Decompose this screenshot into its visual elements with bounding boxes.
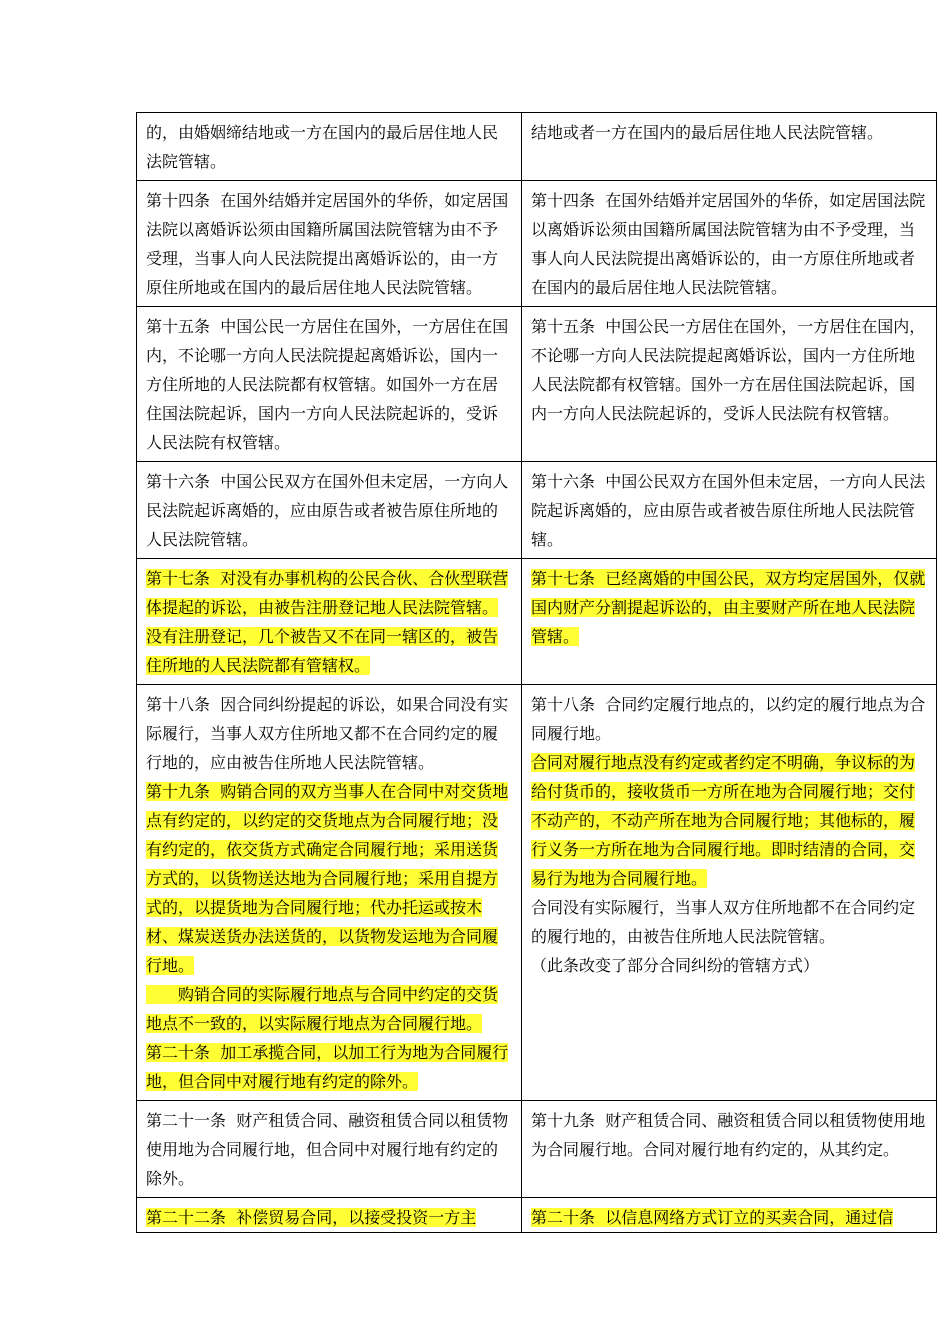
provision-paragraph bbox=[531, 312, 928, 428]
table-row bbox=[137, 307, 937, 462]
provision-text: 购销合同的实际履行地点与合同中约定的交货地点不一致的，以实际履行地点为合同履行地。 bbox=[146, 985, 499, 1033]
provision-text: 以信息网络方式订立的买卖合同，通过信 bbox=[605, 1208, 894, 1227]
provision-paragraph bbox=[531, 467, 928, 554]
provision-paragraph bbox=[531, 1203, 928, 1232]
provision-paragraph bbox=[146, 467, 513, 554]
table-row bbox=[137, 1101, 937, 1198]
article-number: 第十五条 bbox=[531, 317, 596, 336]
new-provision-cell bbox=[522, 462, 937, 559]
provision-paragraph bbox=[531, 564, 928, 651]
article-number: 第十八条 bbox=[531, 695, 596, 714]
provision-text: 加工承揽合同，以加工行为地为合同履行地，但合同中对履行地有约定的除外。 bbox=[146, 1043, 509, 1091]
provision-paragraph bbox=[531, 186, 928, 302]
provision-text: 财产租赁合同、融资租赁合同以租赁物使用地为合同履行地，但合同中对履行地有约定的除外。 bbox=[146, 1111, 509, 1188]
article-number: 第十八条 bbox=[146, 695, 211, 714]
article-number: 第十四条 bbox=[531, 191, 596, 210]
provision-paragraph bbox=[146, 312, 513, 457]
provision-paragraph bbox=[146, 777, 513, 980]
provision-text: 已经离婚的中国公民，双方均定居国外，仅就国内财产分割提起诉讼的，由主要财产所在地人民法院管辖。 bbox=[531, 569, 926, 646]
old-provision-cell bbox=[137, 685, 522, 1101]
provision-text: 合同没有实际履行，当事人双方住所地都不在合同约定的履行地的，由被告住所地人民法院管辖。 bbox=[531, 898, 916, 946]
old-provision-cell bbox=[137, 113, 522, 181]
new-provision-cell bbox=[522, 181, 937, 307]
provision-paragraph bbox=[146, 1203, 513, 1232]
provision-text: 财产租赁合同、融资租赁合同以租赁物使用地为合同履行地。合同对履行地有约定的，从其约定。 bbox=[531, 1111, 926, 1159]
table-row bbox=[137, 113, 937, 181]
provision-text: 的，由婚姻缔结地或一方在国内的最后居住地人民法院管辖。 bbox=[146, 123, 499, 171]
provision-paragraph bbox=[146, 118, 513, 176]
provision-text: 合同约定履行地点的，以约定的履行地点为合同履行地。 bbox=[531, 695, 926, 743]
new-provision-cell bbox=[522, 307, 937, 462]
provision-text: 中国公民一方居住在国外，一方居住在国内，不论哪一方向人民法院提起离婚诉讼，国内一方住所地的人民法院都有权管辖。如国外一方在居住国法院起诉，国内一方向人民法院起诉的，受诉人民法院有权管辖。 bbox=[146, 317, 509, 452]
article-number: 第二十二条 bbox=[146, 1208, 227, 1227]
article-number: 第二十条 bbox=[146, 1043, 211, 1062]
provision-paragraph bbox=[531, 1106, 928, 1164]
article-number: 第二十条 bbox=[531, 1208, 596, 1227]
table-row bbox=[137, 462, 937, 559]
old-provision-cell bbox=[137, 181, 522, 307]
article-number: 第十五条 bbox=[146, 317, 211, 336]
table-row bbox=[137, 181, 937, 307]
provision-text: 结地或者一方在国内的最后居住地人民法院管辖。 bbox=[531, 123, 884, 142]
provision-text: 对没有办事机构的公民合伙、合伙型联营体提起的诉讼，由被告注册登记地人民法院管辖。没有注册登记，几个被告又不在同一辖区的，被告住所地的人民法院都有管辖权。 bbox=[146, 569, 509, 675]
provision-text: 中国公民双方在国外但未定居，一方向人民法院起诉离婚的，应由原告或者被告原住所地人民法院管辖。 bbox=[531, 472, 926, 549]
provision-paragraph bbox=[531, 951, 928, 980]
new-provision-cell bbox=[522, 1101, 937, 1198]
provision-paragraph bbox=[531, 893, 928, 951]
comparison-table bbox=[136, 112, 937, 1233]
article-number: 第二十一条 bbox=[146, 1111, 227, 1130]
article-number: 第十七条 bbox=[531, 569, 596, 588]
comparison-table-body bbox=[137, 113, 937, 1233]
article-number: 第十九条 bbox=[531, 1111, 596, 1130]
table-row bbox=[137, 559, 937, 685]
provision-text: 在国外结婚并定居国外的华侨，如定居国法院以离婚诉讼须由国籍所属国法院管辖为由不予受理，当事人向人民法院提出离婚诉讼的，由一方原住所地或在国内的最后居住地人民法院管辖。 bbox=[146, 191, 509, 297]
old-provision-cell bbox=[137, 1198, 522, 1233]
provision-text: 购销合同的双方当事人在合同中对交货地点有约定的，以约定的交货地点为合同履行地；没有约定的，依交货方式确定合同履行地；采用送货方式的，以货物送达地为合同履行地；采用自提方式的，以提货地为合同履行地；代办托运或按木材、煤炭送货办法送货的，以货物发运地为合同履行地。 bbox=[146, 782, 509, 975]
provision-paragraph bbox=[531, 118, 928, 147]
provision-text: （此条改变了部分合同纠纷的管辖方式） bbox=[531, 956, 820, 975]
provision-paragraph bbox=[146, 980, 513, 1038]
provision-text: 中国公民一方居住在国外，一方居住在国内，不论哪一方向人民法院提起离婚诉讼，国内一方住所地人民法院都有权管辖。国外一方在居住国法院起诉，国内一方向人民法院起诉的，受诉人民法院有权管辖。 bbox=[531, 317, 926, 423]
old-provision-cell bbox=[137, 307, 522, 462]
old-provision-cell bbox=[137, 559, 522, 685]
provision-text: 合同对履行地点没有约定或者约定不明确，争议标的为给付货币的，接收货币一方所在地为合同履行地；交付不动产的，不动产所在地为合同履行地；其他标的，履行义务一方所在地为合同履行地。即时结清的合同，交易行为地为合同履行地。 bbox=[531, 753, 916, 888]
article-number: 第十六条 bbox=[146, 472, 211, 491]
article-number: 第十九条 bbox=[146, 782, 211, 801]
provision-text: 因合同纠纷提起的诉讼，如果合同没有实际履行，当事人双方住所地又都不在合同约定的履行地的，应由被告住所地人民法院管辖。 bbox=[146, 695, 509, 772]
provision-paragraph bbox=[146, 564, 513, 680]
new-provision-cell bbox=[522, 113, 937, 181]
old-provision-cell bbox=[137, 462, 522, 559]
provision-text: 补偿贸易合同，以接受投资一方主 bbox=[236, 1208, 477, 1227]
new-provision-cell bbox=[522, 559, 937, 685]
provision-paragraph bbox=[146, 186, 513, 302]
article-number: 第十七条 bbox=[146, 569, 211, 588]
provision-paragraph bbox=[531, 748, 928, 893]
article-number: 第十六条 bbox=[531, 472, 596, 491]
new-provision-cell bbox=[522, 1198, 937, 1233]
table-row bbox=[137, 685, 937, 1101]
provision-paragraph bbox=[146, 1038, 513, 1096]
provision-paragraph bbox=[146, 690, 513, 777]
article-number: 第十四条 bbox=[146, 191, 211, 210]
table-row bbox=[137, 1198, 937, 1233]
old-provision-cell bbox=[137, 1101, 522, 1198]
new-provision-cell bbox=[522, 685, 937, 1101]
provision-text: 在国外结婚并定居国外的华侨，如定居国法院以离婚诉讼须由国籍所属国法院管辖为由不予受理，当事人向人民法院提出离婚诉讼的，由一方原住所地或者在国内的最后居住地人民法院管辖。 bbox=[531, 191, 926, 297]
provision-paragraph bbox=[146, 1106, 513, 1193]
provision-paragraph bbox=[531, 690, 928, 748]
provision-text: 中国公民双方在国外但未定居，一方向人民法院起诉离婚的，应由原告或者被告原住所地的人民法院管辖。 bbox=[146, 472, 509, 549]
